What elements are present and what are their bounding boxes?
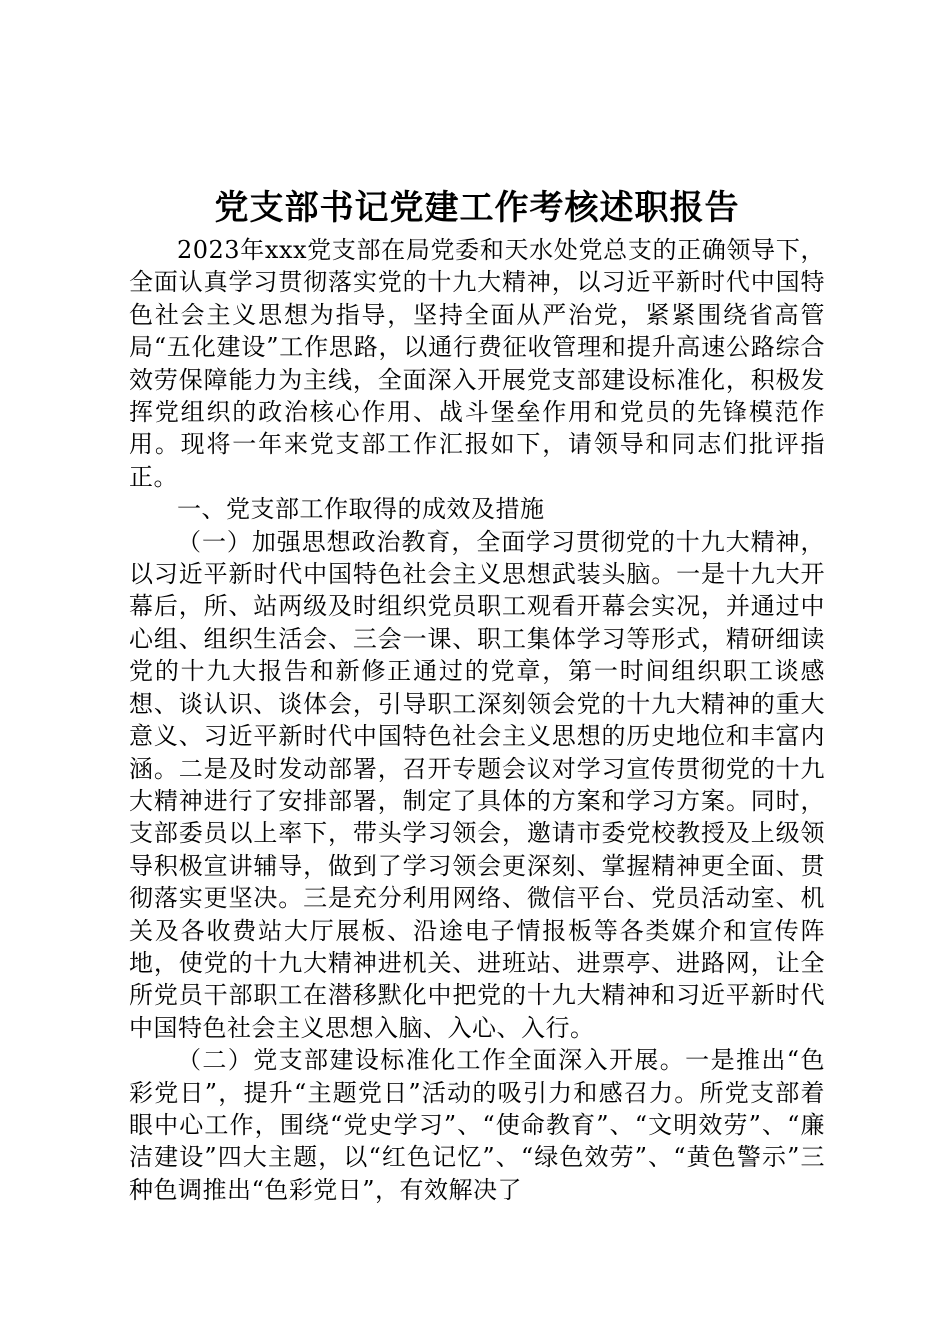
intro-paragraph: 2023年xxx党支部在局党委和天水处党总支的正确领导下，全面认真学习贯彻落实党的十九大精神，以习近平新时代中国特色社会主义思想为指导，坚持全面从严治党，紧紧围绕省高管局“五化建设”工作思路，以通行费征收管理和提升高速公路综合效劳保障能力为主线，全面深入开展党支部建设标准化，积极发挥党组织的政治核心作用、战斗堡垒作用和党员的先锋模范作用。现将一年来党支部工作汇报如下，请领导和同志们批评指正。: [129, 236, 825, 491]
document-title: 党支部书记党建工作考核述职报告: [214, 188, 740, 228]
section-heading: 一、党支部工作取得的成效及措施: [177, 495, 545, 524]
item-one-paragraph: （一）加强思想政治教育，全面学习贯彻党的十九大精神，以习近平新时代中国特色社会主义思想武装头脑。一是十九大开幕后，所、站两级及时组织党员职工观看开幕会实况，并通过中心组、组织生活会、三会一课、职工集体学习等形式，精研细读党的十九大报告和新修正通过的党章，第一时间组织职工谈感想、谈认识、谈体会，引导职工深刻领会党的十九大精神的重大意义、习近平新时代中国特色社会主义思想的历史地位和丰富内涵。二是及时发动部署，召开专题会议对学习宣传贯彻党的十九大精神进行了安排部署，制定了具体的方案和学习方案。同时，支部委员以上率下，带头学习领会，邀请市委党校教授及上级领导积极宣讲辅导，做到了学习领会更深刻、掌握精神更全面、贯彻落实更坚决。三是充分利用网络、微信平台、党员活动室、机关及各收费站大厅展板、沿途电子情报板等各类媒介和宣传阵地，使党的十九大精神进机关、进班站、进票亭、进路网，让全所党员干部职工在潜移默化中把党的十九大精神和习近平新时代中国特色社会主义思想入脑、入心、入行。: [129, 527, 825, 1042]
document-page: [129, 186, 825, 1206]
item-two-paragraph: （二）党支部建设标准化工作全面深入开展。一是推出“色彩党日”，提升“主题党日”活动的吸引力和感召力。所党支部着眼中心工作，围绕“党史学习”、“使命教育”、“文明效劳”、“廉洁建设”四大主题，以“红色记忆”、“绿色效劳”、“黄色警示”三种色调推出“色彩党日”，有效解决了: [129, 1046, 825, 1204]
